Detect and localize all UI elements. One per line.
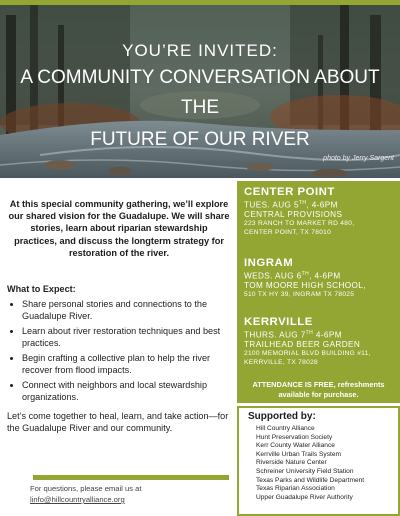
what-to-expect-section [7,284,233,406]
contact-email-link[interactable]: linfo@hillcountryalliance.org [30,495,125,504]
location-venue: TOM MOORE HIGH SCHOOL, [244,280,366,290]
expect-item: • Learn about river restoration techniques and best practices. [22,325,233,349]
supporter-item: Hunt Preservation Society [256,433,333,441]
supporter-item: Upper Guadalupe River Authority [256,493,353,501]
supporter-item: Texas Riparian Association [256,485,335,493]
supporter-item: Kerrville Urban Trails System [256,450,342,458]
supporter-item: Kerr County Water Alliance [256,442,335,450]
hero-photo [0,5,400,178]
contact-accent-bar [33,475,229,480]
photo-credit: photo by Jerry Sargent [323,155,394,162]
location-date: THURS. AUG 7TH 4-6PM [244,330,342,340]
expect-list [7,298,233,403]
event-title-line-2: FUTURE OF OUR RIVER [90,129,310,150]
location-city: CENTER POINT [244,186,335,198]
supporters-list [256,425,364,502]
location-address: 2100 MEMORIAL BLVD BUILDING #11, KERRVILLE, TX 78028 [244,349,371,366]
expect-item: • Share personal stories and connections to the Guadalupe River. [22,298,233,322]
expect-item: • Connect with neighbors and local stewardship organizations. [22,379,233,403]
location-venue: TRAILHEAD BEER GARDEN [244,339,361,349]
contact-block [30,483,230,505]
location-address: 510 TX HY 39, INGRAM TX 78025 [244,290,355,298]
closing-paragraph: Let’s come together to heal, learn, and take action—for the Guadalupe River and our community. [7,411,229,434]
location-center-point [244,186,354,237]
location-address: 223 RANCH TO MARKET RD 480, CENTER POINT, TX 78010 [244,219,355,236]
invite-eyebrow: YOU’RE INVITED: [122,41,278,60]
supporter-item: Texas Parks and Wildlife Department [256,476,365,484]
intro-paragraph: At this special community gathering, we’ll explore our shared vision for the Guadalupe. We will share stories, learn about riparian stewardship practices, and discuss the longterm strategy for restoration of the river. [8,199,230,258]
supporter-item: Riverside Nature Center [256,459,327,467]
supporters-heading: Supported by: [248,411,316,422]
location-kerrville [244,316,371,367]
location-city: KERRVILLE [244,316,313,328]
what-to-expect-heading: What to Expect: [7,284,76,294]
supporter-item: Schreiner University Field Station [256,467,354,475]
contact-text: For questions, please email us at [30,484,142,493]
event-title-line-1: A COMMUNITY CONVERSATION ABOUT THE [20,67,380,118]
supporter-item: Hill Country Alliance [256,425,315,432]
expect-item: • Begin crafting a collective plan to help the river recover from flood impacts. [22,352,233,376]
location-date: TUES. AUG 5TH, 4-6PM [244,200,338,210]
location-ingram [244,257,366,300]
attendance-note: ATTENDANCE IS FREE, refreshments available for purchase. [252,380,385,399]
hero-heading [0,41,400,155]
location-date: WEDS. AUG 6TH, 4-6PM [244,271,341,281]
location-venue: CENTRAL PROVISIONS [244,209,343,219]
location-city: INGRAM [244,257,294,269]
